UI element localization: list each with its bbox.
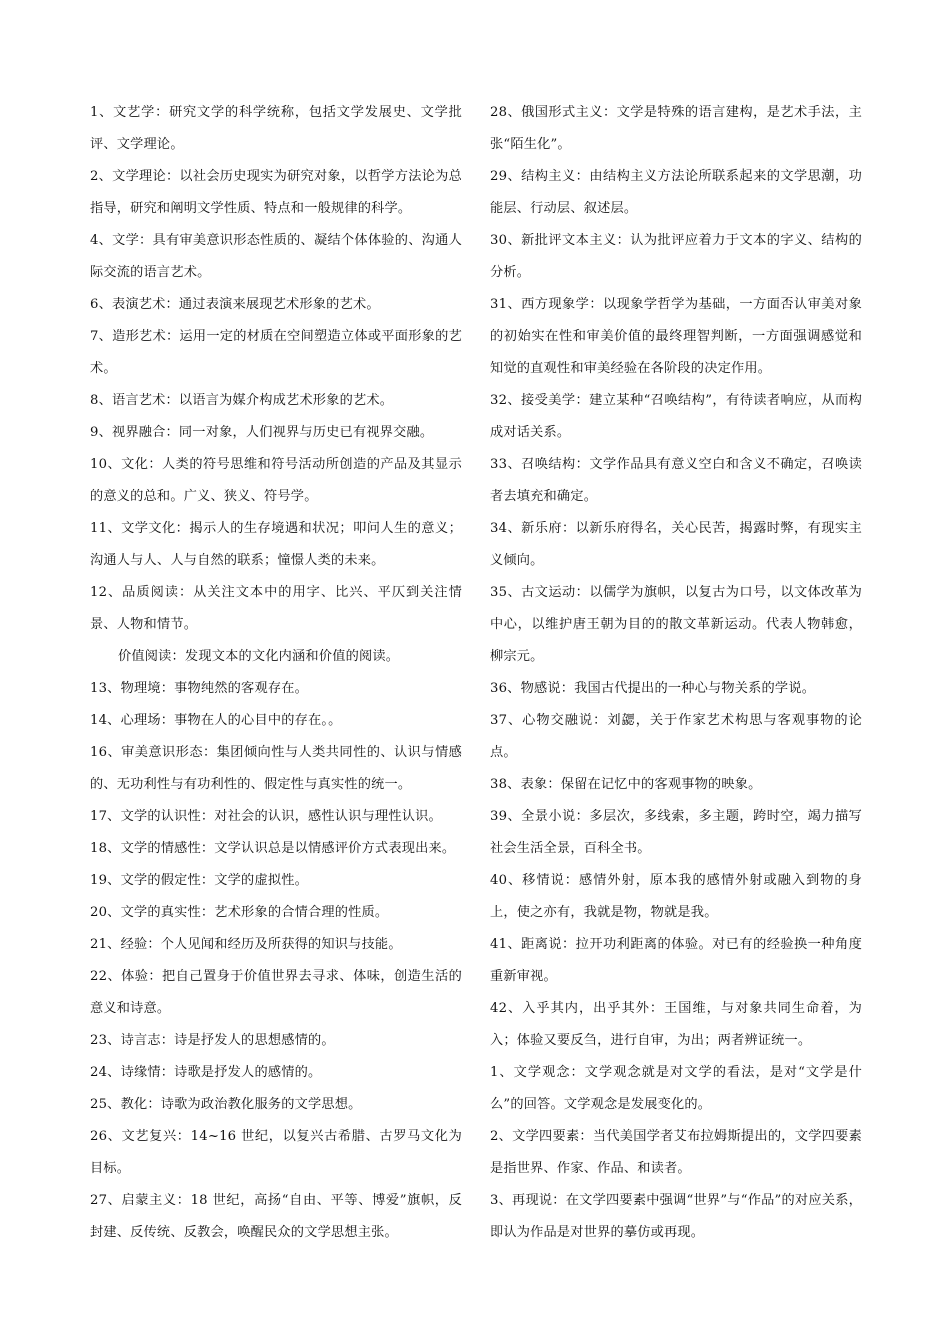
term-entry: 4、文学：具有审美意识形态性质的、凝结个体体验的、沟通人际交流的语言艺术。 <box>90 233 462 280</box>
term-entry: 33、召唤结构：文学作品具有意义空白和含义不确定，召唤读者去填充和确定。 <box>490 457 862 504</box>
term-entry: 9、视界融合：同一对象，人们视界与历史已有视界交融。 <box>90 425 434 440</box>
term-entry: 11、文学文化：揭示人的生存境遇和状况；叩问人生的意义；沟通人与人、人与自然的联系；憧憬人类的未来。 <box>90 521 462 568</box>
term-entry: 24、诗缘情：诗歌是抒发人的感情的。 <box>90 1065 322 1080</box>
term-entry: 2、文学理论：以社会历史现实为研究对象，以哲学方法论为总指导，研究和阐明文学性质、特点和一般规律的科学。 <box>90 169 462 216</box>
term-entry: 42、入乎其内，出乎其外：王国维，与对象共同生命着，为入；体验又要反刍，进行自审，为出；两者辨证统一。 <box>490 1001 862 1048</box>
term-entry: 12、品质阅读：从关注文本中的用字、比兴、平仄到关注情景、人物和情节。 <box>90 585 462 632</box>
term-entry: 19、文学的假定性：文学的虚拟性。 <box>90 873 308 888</box>
term-entry: 23、诗言志：诗是抒发人的思想感情的。 <box>90 1033 335 1048</box>
term-entry: 3、再现说：在文学四要素中强调“世界”与“作品”的对应关系，即认为作品是对世界的摹仿或再现。 <box>490 1193 862 1240</box>
term-entry: 27、启蒙主义：18 世纪，高扬“自由、平等、博爱”旗帜，反封建、反传统、反教会，唤醒民众的文学思想主张。 <box>90 1193 462 1240</box>
term-entry: 6、表演艺术：通过表演来展现艺术形象的艺术。 <box>90 297 380 312</box>
term-entry: 14、心理场：事物在人的心目中的存在。。 <box>90 713 342 728</box>
term-entry: 39、全景小说：多层次，多线索，多主题，跨时空，竭力描写社会生活全景，百科全书。 <box>490 809 862 856</box>
term-entry: 2、文学四要素：当代美国学者艾布拉姆斯提出的，文学四要素是指世界、作家、作品、和读者。 <box>490 1129 862 1176</box>
term-entry: 21、经验：个人见闻和经历及所获得的知识与技能。 <box>90 937 402 952</box>
term-entry: 18、文学的情感性：文学认识总是以情感评价方式表现出来。 <box>90 841 456 856</box>
term-entry: 8、语言艺术：以语言为媒介构成艺术形象的艺术。 <box>90 393 394 408</box>
term-entry: 36、物感说：我国古代提出的一种心与物关系的学说。 <box>490 681 816 696</box>
term-entry: 26、文艺复兴：14~16 世纪，以复兴古希腊、古罗马文化为目标。 <box>90 1129 462 1176</box>
term-entry: 16、审美意识形态：集团倾向性与人类共同性的、认识与情感的、无功利性与有功利性的、假定性与真实性的统一。 <box>90 745 462 792</box>
term-entry: 31、西方现象学：以现象学哲学为基础，一方面否认审美对象的初始实在性和审美价值的最终理智判断，一方面强调感觉和知觉的直观性和审美经验在各阶段的决定作用。 <box>490 297 862 376</box>
term-entry: 35、古文运动：以儒学为旗帜，以复古为口号，以文体改革为中心，以维护唐王朝为目的的散文革新运动。代表人物韩愈，柳宗元。 <box>490 585 862 664</box>
term-entry: 34、新乐府：以新乐府得名，关心民苦，揭露时弊，有现实主义倾向。 <box>490 521 862 568</box>
term-entry: 32、接受美学：建立某种“召唤结构”，有待读者响应，从而构成对话关系。 <box>490 393 862 440</box>
term-entry: 29、结构主义：由结构主义方法论所联系起来的文学思潮，功能层、行动层、叙述层。 <box>490 169 862 216</box>
term-entry: 7、造形艺术：运用一定的材质在空间塑造立体或平面形象的艺术。 <box>90 329 462 376</box>
term-entry: 22、体验：把自己置身于价值世界去寻求、体味，创造生活的意义和诗意。 <box>90 969 462 1016</box>
term-entry: 17、文学的认识性：对社会的认识，感性认识与理性认识。 <box>90 809 442 824</box>
term-entry: 20、文学的真实性：艺术形象的合情合理的性质。 <box>90 905 389 920</box>
term-entry: 28、俄国形式主义：文学是特殊的语言建构，是艺术手法，主张“陌生化”。 <box>490 105 862 152</box>
term-entry: 30、新批评文本主义：认为批评应着力于文本的字义、结构的分析。 <box>490 233 862 280</box>
term-entry: 37、心物交融说：刘勰，关于作家艺术构思与客观事物的论点。 <box>490 713 862 760</box>
term-entry: 1、文艺学：研究文学的科学统称，包括文学发展史、文学批评、文学理论。 <box>90 105 462 152</box>
term-entry: 1、文学观念：文学观念就是对文学的看法，是对“文学是什么”的回答。文学观念是发展变化的。 <box>490 1065 862 1112</box>
term-entry: 13、物理境：事物纯然的客观存在。 <box>90 681 308 696</box>
left-column <box>90 97 462 1249</box>
term-entry: 10、文化：人类的符号思维和符号活动所创造的产品及其显示的意义的总和。广义、狭义、符号学。 <box>90 457 462 504</box>
term-entry: 40、移情说：感情外射，原本我的感情外射或融入到物的身上，使之亦有，我就是物，物就是我。 <box>490 873 862 920</box>
term-entry: 25、教化：诗歌为政治教化服务的文学思想。 <box>90 1097 362 1112</box>
right-column <box>490 97 862 1249</box>
term-entry: 价值阅读：发现文本的文化内涵和价值的阅读。 <box>118 649 400 664</box>
term-entry: 38、表象：保留在记忆中的客观事物的映象。 <box>490 777 762 792</box>
term-entry: 41、距离说：拉开功利距离的体验。对已有的经验换一种角度重新审视。 <box>490 937 862 984</box>
